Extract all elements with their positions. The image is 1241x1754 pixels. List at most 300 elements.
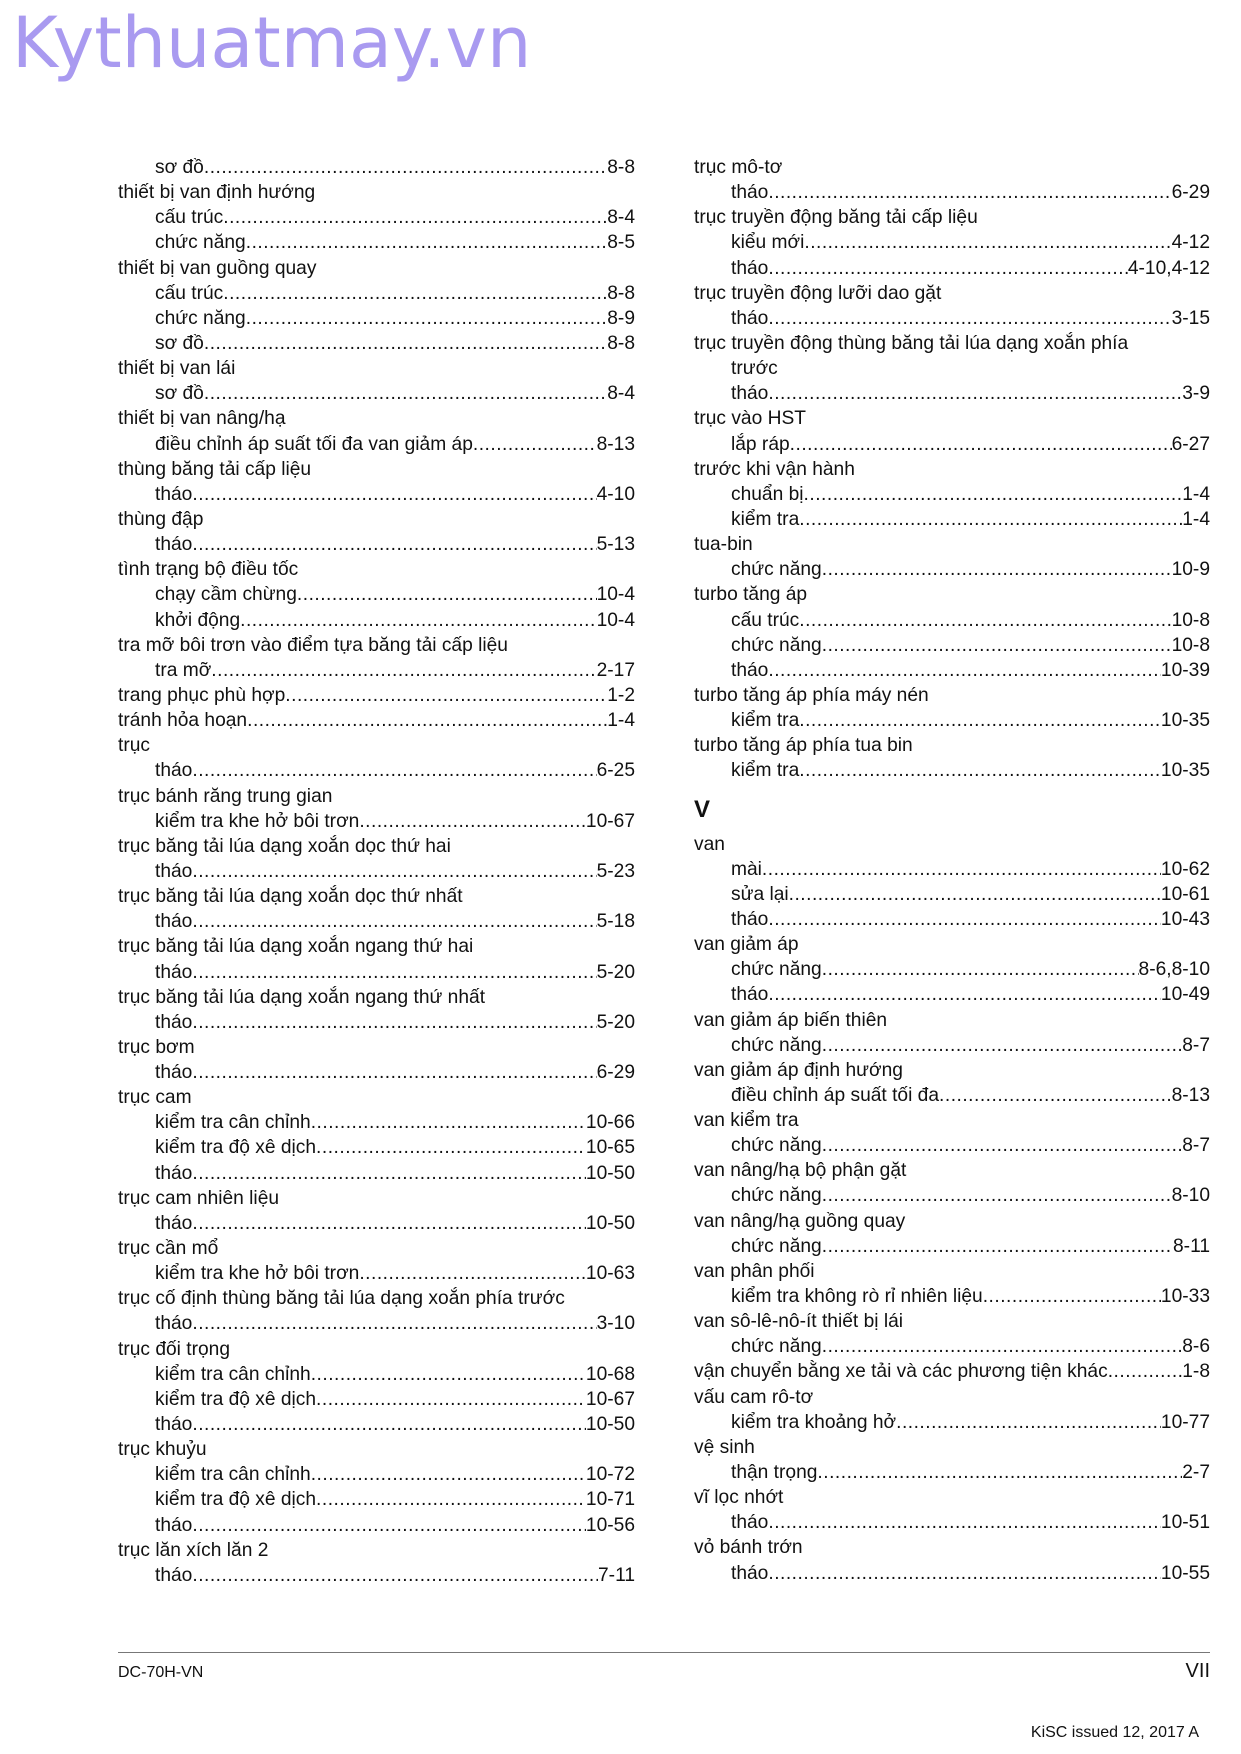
- entry-text: tháo: [731, 307, 769, 329]
- dot-leader: [822, 1334, 1183, 1359]
- dot-leader: [822, 1133, 1183, 1158]
- entry-text: kiểu mới: [731, 232, 805, 254]
- entry-text: tháo: [155, 1414, 193, 1436]
- entry-text: kiểm tra: [731, 508, 800, 530]
- index-subentry: [118, 960, 635, 985]
- index-entry: [118, 457, 635, 482]
- page-reference: 1-4: [607, 710, 635, 732]
- index-subentry: [694, 230, 1210, 255]
- dot-leader: [799, 758, 1161, 783]
- entry-text: kiểm tra cân chỉnh: [155, 1464, 311, 1486]
- dot-leader: [768, 306, 1171, 331]
- index-entry: [694, 1485, 1210, 1510]
- entry-text: tháo: [155, 911, 193, 933]
- index-subentry: [118, 1513, 635, 1538]
- page-reference: 5-20: [596, 961, 635, 983]
- dot-leader: [768, 658, 1161, 683]
- dot-leader: [799, 608, 1171, 633]
- entry-text: trục bơm: [118, 1036, 195, 1058]
- index-entry: [118, 1186, 635, 1211]
- index-subentry: [118, 1487, 635, 1512]
- entry-text: tháo: [155, 961, 193, 983]
- dot-leader: [285, 683, 607, 708]
- page-reference: 10-50: [585, 1212, 635, 1234]
- page-reference: 8-6,8-10: [1138, 959, 1210, 981]
- entry-text: cấu trúc: [155, 282, 224, 304]
- index-subentry: [118, 306, 635, 331]
- page-reference: 6-27: [1171, 433, 1210, 455]
- index-entry: [694, 1435, 1210, 1460]
- dot-leader: [817, 1460, 1182, 1485]
- entry-text: trục băng tải lúa dạng xoắn dọc thứ nhất: [118, 886, 463, 908]
- index-entry: [118, 1085, 635, 1110]
- page-reference: 10-67: [585, 810, 635, 832]
- index-subentry: [694, 306, 1210, 331]
- page-reference: 7-11: [598, 1564, 635, 1586]
- index-subentry: [118, 205, 635, 230]
- entry-text: turbo tăng áp phía tua bin: [694, 735, 913, 757]
- dot-leader: [192, 758, 596, 783]
- index-subentry: [694, 758, 1210, 783]
- index-subentry: [118, 1110, 635, 1135]
- dot-leader: [768, 982, 1161, 1007]
- entry-text: kiểm tra độ xê dịch: [155, 1388, 317, 1410]
- dot-leader: [359, 809, 586, 834]
- dot-leader: [822, 633, 1172, 658]
- index-subentry: [118, 1161, 635, 1186]
- dot-leader: [822, 1033, 1183, 1058]
- entry-text: turbo tăng áp: [694, 584, 808, 606]
- index-subentry: [694, 882, 1210, 907]
- page-number: VII: [1185, 1660, 1210, 1682]
- document-code: DC-70H-VN: [118, 1664, 204, 1681]
- dot-leader: [192, 909, 596, 934]
- page-reference: 4-10,4-12: [1127, 257, 1210, 279]
- dot-leader: [192, 1211, 586, 1236]
- entry-text: trục vào HST: [694, 408, 806, 430]
- entry-text: vấu cam rô-tơ: [694, 1386, 814, 1408]
- issue-note: KiSC issued 12, 2017 A: [1030, 1724, 1199, 1741]
- entry-text: tránh hỏa hoạn: [118, 710, 248, 732]
- page-reference: 10-71: [585, 1489, 635, 1511]
- page-reference: 10-55: [1160, 1562, 1210, 1584]
- dot-leader: [768, 1510, 1161, 1535]
- index-entry: [694, 1108, 1210, 1133]
- entry-text: chức năng: [155, 232, 246, 254]
- entry-text: thùng băng tải cấp liệu: [118, 458, 312, 480]
- watermark-text: Kythuatmay.vn: [12, 2, 532, 84]
- dot-leader: [204, 331, 607, 356]
- page-reference: 10-8: [1171, 609, 1210, 631]
- page-reference: 8-4: [607, 383, 635, 405]
- dot-leader: [192, 1311, 596, 1336]
- entry-text: trục băng tải lúa dạng xoắn ngang thứ hai: [118, 936, 474, 958]
- entry-text: thiết bị van lái: [118, 358, 236, 380]
- entry-text: turbo tăng áp phía máy nén: [694, 684, 929, 706]
- index-subentry: [118, 331, 635, 356]
- index-subentry: [118, 281, 635, 306]
- index-subentry: [118, 230, 635, 255]
- dot-leader: [211, 658, 596, 683]
- page-reference: 8-11: [1173, 1235, 1210, 1257]
- dot-leader: [223, 205, 607, 230]
- page-reference: 4-12: [1171, 232, 1210, 254]
- index-subentry: [694, 557, 1210, 582]
- index-entry: [118, 1035, 635, 1060]
- footer-divider: [118, 1652, 1210, 1653]
- entry-text: tình trạng bộ điều tốc: [118, 559, 299, 581]
- entry-text: trục khuỷu: [118, 1439, 207, 1461]
- page-reference: 8-13: [1171, 1084, 1210, 1106]
- index-subentry: [118, 1261, 635, 1286]
- index-entry: [118, 934, 635, 959]
- page-reference: 10-49: [1160, 984, 1210, 1006]
- index-entry: [118, 834, 635, 859]
- index-entry: [118, 180, 635, 205]
- page-reference: 8-9: [607, 307, 635, 329]
- entry-text: trước: [731, 358, 778, 380]
- index-entry: [118, 406, 635, 431]
- entry-text: vĩ lọc nhớt: [694, 1487, 784, 1509]
- page-reference: 10-62: [1160, 858, 1210, 880]
- index-subentry: [118, 909, 635, 934]
- index-subentry: [694, 1561, 1210, 1586]
- entry-text: trục cam: [118, 1087, 192, 1109]
- dot-leader: [192, 1563, 598, 1588]
- index-entry: [118, 1538, 635, 1563]
- index-entry: [694, 205, 1210, 230]
- index-subentry: [118, 532, 635, 557]
- entry-text: thiết bị van nâng/hạ: [118, 408, 286, 430]
- dot-leader: [246, 230, 608, 255]
- page-reference: 10-63: [585, 1263, 635, 1285]
- entry-text: van phân phối: [694, 1260, 815, 1282]
- index-entry: [694, 155, 1210, 180]
- index-subentry: [694, 708, 1210, 733]
- page-reference: 8-8: [607, 157, 635, 178]
- index-subentry: [118, 155, 635, 180]
- index-subentry: [118, 809, 635, 834]
- page-reference: 3-10: [596, 1313, 635, 1335]
- entry-text: tháo: [731, 984, 769, 1006]
- entry-text: trục mô-tơ: [694, 157, 783, 178]
- dot-leader: [822, 557, 1172, 582]
- dot-leader: [768, 381, 1182, 406]
- entry-text: kiểm tra cân chỉnh: [155, 1112, 311, 1134]
- page-reference: 2-7: [1182, 1462, 1210, 1484]
- dot-leader: [822, 1234, 1173, 1259]
- index-entry: [118, 1437, 635, 1462]
- page-reference: 10-66: [585, 1112, 635, 1134]
- entry-text: chức năng: [731, 559, 822, 581]
- dot-leader: [240, 608, 596, 633]
- page-reference: 5-18: [596, 911, 635, 933]
- entry-text: vận chuyển bằng xe tải và các phương tiện khác: [694, 1361, 1108, 1383]
- page-reference: 10-77: [1160, 1411, 1210, 1433]
- dot-leader: [204, 381, 607, 406]
- entry-text: sửa lại: [731, 883, 789, 905]
- dot-leader: [204, 155, 607, 180]
- entry-text: tháo: [731, 1512, 769, 1534]
- entry-text: trục truyền động băng tải cấp liệu: [694, 207, 978, 229]
- entry-text: cấu trúc: [731, 609, 800, 631]
- entry-text: tháo: [731, 383, 769, 405]
- entry-text: tra mỡ bôi trơn vào điểm tựa băng tải cấp liệu: [118, 634, 508, 656]
- entry-text: trước khi vận hành: [694, 458, 855, 480]
- page-reference: 10-50: [585, 1414, 635, 1436]
- entry-text: tra mỡ: [155, 659, 212, 681]
- entry-text: chức năng: [155, 307, 246, 329]
- index-entry: [694, 1158, 1210, 1183]
- index-entry: [694, 1058, 1210, 1083]
- index-entry: [694, 1259, 1210, 1284]
- index-entry: [694, 932, 1210, 957]
- page-reference: 10-65: [585, 1137, 635, 1159]
- index-subentry: [118, 482, 635, 507]
- index-subentry: [694, 507, 1210, 532]
- dot-leader: [192, 1010, 596, 1035]
- index-subentry: [118, 1135, 635, 1160]
- dot-leader: [311, 1462, 586, 1487]
- index-subentry: [694, 608, 1210, 633]
- page-reference: 1-4: [1182, 508, 1210, 530]
- dot-leader: [359, 1261, 586, 1286]
- index-entry: [118, 1337, 635, 1362]
- entry-text: khởi động: [155, 609, 241, 631]
- index-entry: [118, 557, 635, 582]
- entry-text: lắp ráp: [731, 433, 790, 455]
- page-reference: 10-51: [1160, 1512, 1210, 1534]
- dot-leader: [822, 957, 1139, 982]
- entry-text: trục cố định thùng băng tải lúa dạng xoắn phía trước: [118, 1288, 565, 1310]
- index-subentry: [694, 633, 1210, 658]
- page-reference: 8-8: [607, 282, 635, 304]
- index-subentry: [118, 1010, 635, 1035]
- page-reference: 10-61: [1160, 883, 1210, 905]
- index-subentry: [694, 957, 1210, 982]
- dot-leader: [192, 482, 596, 507]
- page-reference: 1-2: [607, 684, 635, 706]
- entry-text: van kiểm tra: [694, 1110, 799, 1132]
- entry-text: trục lăn xích lăn 2: [118, 1539, 269, 1561]
- index-subentry: [694, 1033, 1210, 1058]
- index-subentry: [694, 1183, 1210, 1208]
- index-entry: [694, 406, 1210, 431]
- entry-text: tháo: [155, 1514, 193, 1536]
- dot-leader: [939, 1083, 1172, 1108]
- index-subentry: [694, 1284, 1210, 1309]
- dot-leader: [768, 256, 1128, 281]
- page-reference: 3-15: [1171, 307, 1210, 329]
- index-entry: [118, 784, 635, 809]
- index-entry: [694, 582, 1210, 607]
- dot-leader: [246, 306, 608, 331]
- entry-text: tháo: [731, 659, 769, 681]
- dot-leader: [311, 1110, 586, 1135]
- index-entry: [118, 708, 635, 733]
- dot-leader: [192, 1060, 596, 1085]
- entry-text: điều chỉnh áp suất tối đa: [731, 1084, 940, 1106]
- page-reference: 10-56: [585, 1514, 635, 1536]
- entry-text: điều chỉnh áp suất tối đa van giảm áp: [155, 433, 473, 455]
- entry-text: van: [694, 833, 725, 855]
- entry-text: thận trọng: [731, 1462, 818, 1484]
- entry-text: trục bánh răng trung gian: [118, 785, 333, 807]
- page-reference: 10-4: [596, 609, 635, 631]
- index-subentry: [694, 982, 1210, 1007]
- entry-text: chức năng: [731, 1185, 822, 1207]
- page-reference: 8-7: [1182, 1135, 1210, 1157]
- entry-text: kiểm tra không rò rỉ nhiên liệu: [731, 1286, 983, 1308]
- entry-text: trục băng tải lúa dạng xoắn ngang thứ nhất: [118, 986, 486, 1008]
- entry-text: trục truyền động lưỡi dao gặt: [694, 282, 942, 304]
- index-subentry: [118, 1211, 635, 1236]
- index-subentry: [118, 608, 635, 633]
- dot-leader: [1108, 1359, 1183, 1384]
- index-subentry: [118, 381, 635, 406]
- index-subentry: [694, 256, 1210, 281]
- page-reference: 10-43: [1160, 908, 1210, 930]
- index-subentry: [694, 180, 1210, 205]
- entry-text: tháo: [731, 908, 769, 930]
- dot-leader: [804, 230, 1171, 255]
- page-reference: 10-35: [1160, 760, 1210, 782]
- index-subentry: [118, 1060, 635, 1085]
- page-reference: 10-67: [585, 1388, 635, 1410]
- index-subentry: [118, 658, 635, 683]
- dot-leader: [311, 1362, 586, 1387]
- page-reference: 8-7: [1182, 1034, 1210, 1056]
- index-entry: [694, 683, 1210, 708]
- index-entry: [118, 1286, 635, 1311]
- section-letter: V: [694, 795, 711, 823]
- index-subentry: [118, 1462, 635, 1487]
- entry-text: trang phục phù hợp: [118, 684, 286, 706]
- index-entry: [694, 331, 1210, 356]
- entry-text: chức năng: [731, 959, 822, 981]
- page-reference: 6-25: [596, 760, 635, 782]
- page-reference: 10-72: [585, 1464, 635, 1486]
- index-entry: [118, 683, 635, 708]
- entry-text: trục cam nhiên liệu: [118, 1187, 280, 1209]
- page-reference: 2-17: [596, 659, 635, 681]
- entry-text: mài: [731, 858, 762, 880]
- index-entry: [694, 1309, 1210, 1334]
- dot-leader: [768, 907, 1161, 932]
- dot-leader: [247, 708, 607, 733]
- entry-text: vệ sinh: [694, 1436, 755, 1458]
- index-subentry: [694, 1510, 1210, 1535]
- page-reference: 1-8: [1182, 1361, 1210, 1383]
- entry-text: van nâng/hạ bộ phận gặt: [694, 1160, 907, 1182]
- entry-text: trục: [118, 735, 150, 757]
- entry-text: kiểm tra khoảng hở: [731, 1411, 897, 1433]
- entry-text: chức năng: [731, 1336, 822, 1358]
- index-entry: [694, 532, 1210, 557]
- dot-leader: [768, 180, 1171, 205]
- index-subentry: [118, 1311, 635, 1336]
- entry-text: sơ đồ: [155, 157, 204, 178]
- dot-leader: [768, 1561, 1161, 1586]
- page-reference: 5-13: [596, 534, 635, 556]
- dot-leader: [790, 432, 1172, 457]
- page-reference: 10-8: [1171, 634, 1210, 656]
- entry-text: tháo: [731, 1562, 769, 1584]
- dot-leader: [762, 857, 1161, 882]
- page-reference: 10-50: [585, 1162, 635, 1184]
- entry-text: kiểm tra khe hở bôi trơn: [155, 1263, 360, 1285]
- entry-text: van giảm áp biến thiên: [694, 1009, 888, 1031]
- index-subentry: [694, 658, 1210, 683]
- entry-text: van sô-lê-nô-ít thiết bị lái: [694, 1311, 904, 1333]
- entry-text: kiểm tra độ xê dịch: [155, 1489, 317, 1511]
- entry-text: thiết bị van định hướng: [118, 182, 316, 204]
- index-subentry: [694, 1460, 1210, 1485]
- index-subentry: [118, 1412, 635, 1437]
- dot-leader: [192, 960, 596, 985]
- entry-text: chức năng: [731, 1034, 822, 1056]
- index-entry: [694, 1385, 1210, 1410]
- index-column-left: [118, 155, 635, 1588]
- page-reference: 8-4: [607, 207, 635, 229]
- index-entry: [694, 1008, 1210, 1033]
- entry-text: chuẩn bị: [731, 483, 804, 505]
- dot-leader: [822, 1183, 1172, 1208]
- index-entry: [694, 832, 1210, 857]
- entry-text: tháo: [155, 1212, 193, 1234]
- dot-leader: [799, 708, 1161, 733]
- entry-text: tháo: [731, 182, 769, 204]
- entry-text: cấu trúc: [155, 207, 224, 229]
- index-entry: [118, 256, 635, 281]
- dot-leader: [223, 281, 607, 306]
- entry-text: chức năng: [731, 1135, 822, 1157]
- index-subentry: [694, 482, 1210, 507]
- dot-leader: [192, 1161, 586, 1186]
- page-reference: 8-13: [596, 433, 635, 455]
- entry-text: trục truyền động thùng băng tải lúa dạng xoắn phía: [694, 332, 1129, 354]
- index-subentry: [694, 1410, 1210, 1435]
- index-subentry: [694, 907, 1210, 932]
- index-subentry: [118, 432, 635, 457]
- entry-text: van giảm áp: [694, 934, 799, 956]
- index-subentry: [118, 1387, 635, 1412]
- entry-text: thùng đập: [118, 508, 204, 530]
- page-reference: 10-9: [1171, 559, 1210, 581]
- index-entry: [118, 985, 635, 1010]
- index-entry: [694, 1209, 1210, 1234]
- entry-text: sơ đồ: [155, 383, 204, 405]
- page-reference: 8-10: [1171, 1185, 1210, 1207]
- dot-leader: [297, 582, 597, 607]
- entry-text: thiết bị van guồng quay: [118, 257, 317, 279]
- entry-text: tháo: [731, 257, 769, 279]
- index-entry: [118, 356, 635, 381]
- page-reference: 8-6: [1182, 1336, 1210, 1358]
- dot-leader: [804, 482, 1183, 507]
- entry-text: kiểm tra cân chỉnh: [155, 1363, 311, 1385]
- entry-text: tháo: [155, 1062, 193, 1084]
- page-reference: 5-20: [596, 1011, 635, 1033]
- entry-text: chức năng: [731, 634, 822, 656]
- entry-text: kiểm tra: [731, 760, 800, 782]
- dot-leader: [789, 882, 1161, 907]
- index-entry: [694, 457, 1210, 482]
- index-subentry: [118, 582, 635, 607]
- entry-text: van nâng/hạ guồng quay: [694, 1210, 906, 1232]
- entry-text: tháo: [155, 860, 193, 882]
- index-subentry: [694, 1133, 1210, 1158]
